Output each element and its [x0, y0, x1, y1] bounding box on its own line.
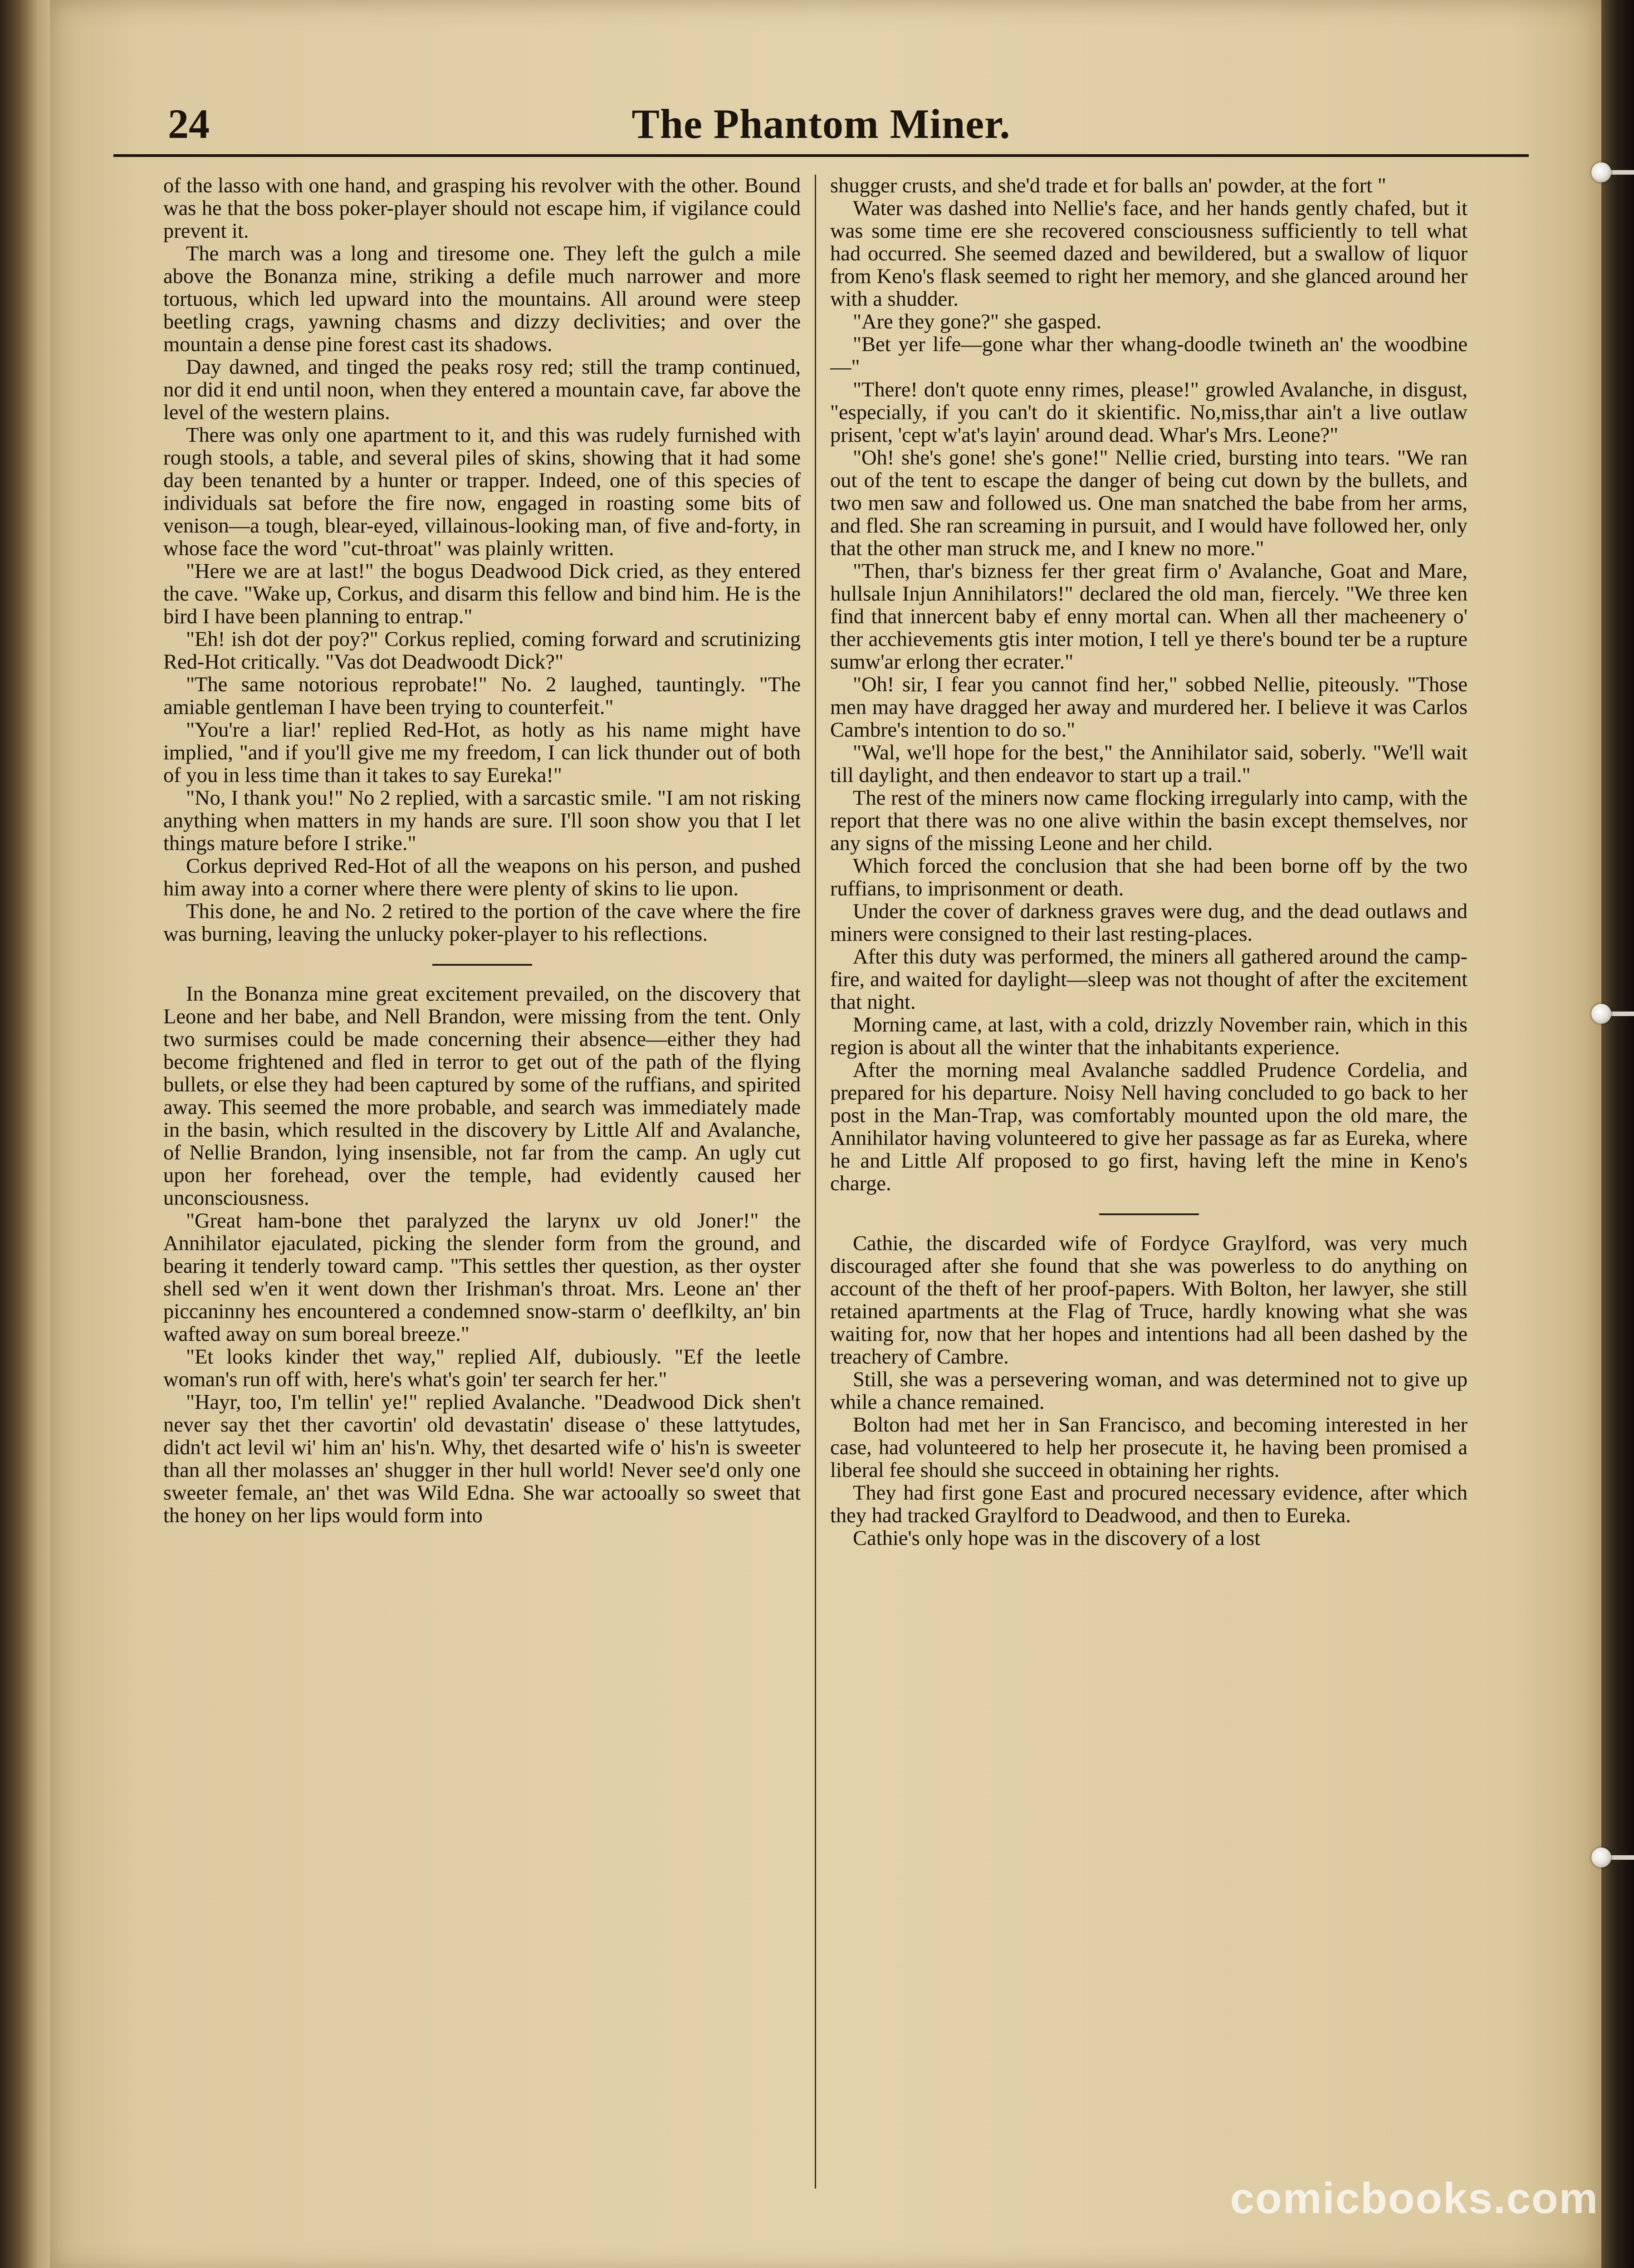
paragraph: "Hayr, too, I'm tellin' ye!" replied Avalanche. "Deadwood Dick shen't never say thet ther cavortin' old devastatin' disease o' these lattytudes, didn't act levil wi' him an' his'n. Why, thet desarted wife o' his'n is sweeter than all ther molasses an' shugger in ther hull world! Never see'd only one sweeter female, an' thet was Wild Edna. She war actooally so sweet that the honey on her lips would form into [163, 1391, 801, 1527]
paragraph: The march was a long and tiresome one. They left the gulch a mile above the Bonanza mine, striking a defile much narrower and more tortuous, which led upward into the mountains. All around were steep beetling crags, yawning chasms and dizzy declivities; and over the mountain a dense pine forest cast its shadows. [163, 242, 801, 356]
paragraph: After the morning meal Avalanche saddled Prudence Cordelia, and prepared for his departure. Noisy Nell having concluded to go back to her post in the Man-Trap, was comfortably mounted upon the old mare, the Annihilator having volunteered to give her passage as far as Eureka, where he and Little Alf proposed to go first, having left the mine in Keno's charge. [830, 1059, 1468, 1195]
paragraph: "Great ham-bone thet paralyzed the larynx uv old Joner!" the Annihilator ejaculated, picking the slender form from the ground, and bearing it tenderly toward camp. "This settles ther question, as ther oyster shell sed w'en it went down ther Irishman's throat. Mrs. Leone an' ther piccaninny hes encountered a condemned snow-starm o' deeflkilty, an' bin wafted away on sum boreal breeze." [163, 1209, 801, 1346]
right-text-column [830, 175, 1468, 2220]
paragraph: In the Bonanza mine great excitement prevailed, on the discovery that Leone and her babe, and Nell Brandon, were missing from the tent. Only two surmises could be made concerning their absence—either they had become frightened and fled in terror to get out of the path of the flying bullets, or else they had been captured by some of the ruffians, and spirited away. This seemed the more probable, and search was immediately made in the basin, which resulted in the discovery by Little Alf and Avalanche, of Nellie Brandon, lying insensible, not far from the camp. An ugly cut upon her forehead, over the temple, had evidently caused her unconsciousness. [163, 982, 801, 1210]
paragraph: They had first gone East and procured necessary evidence, after which they had tracked Graylford to Deadwood, and then to Eureka. [830, 1481, 1468, 1527]
paragraph: "Wal, we'll hope for the best," the Annihilator said, soberly. "We'll wait till daylight, and then endeavor to start up a trail." [830, 741, 1468, 787]
paragraph: "No, I thank you!" No 2 replied, with a sarcastic smile. "I am not risking anything when matters in my hands are sure. I'll soon show you that I let things mature before I strike." [163, 787, 801, 855]
page-number: 24 [168, 101, 210, 147]
section-separator [432, 964, 532, 966]
paragraph: Cathie's only hope was in the discovery of a lost [853, 1527, 1261, 1550]
paragraph: Morning came, at last, with a cold, drizzly November rain, which in this region is about all the winter that the inhabitants experience. [830, 1013, 1468, 1059]
page-shadow-edge [1601, 0, 1634, 2268]
binding-rivet [1591, 162, 1611, 182]
paragraph: "Oh! sir, I fear you cannot find her," sobbed Nellie, piteously. "Those men may have dragged her away and murdered her. I believe it was Carlos Cambre's intention to do so." [830, 673, 1468, 742]
paragraph: "Bet yer life—gone whar ther whang-doodle twineth an' the woodbine—" [830, 333, 1468, 379]
paragraph: "Are they gone?" she gasped. [853, 310, 1101, 333]
paragraph: Under the cover of darkness graves were dug, and the dead outlaws and miners were consigned to their last resting-places. [830, 900, 1468, 946]
paragraph: "Et looks kinder thet way," replied Alf, dubiously. "Ef the leetle woman's run off with, here's what's goin' ter search fer her." [163, 1345, 801, 1391]
paragraph: Which forced the conclusion that she had been borne off by the two ruffians, to imprisonment or death. [830, 855, 1468, 900]
page-header [113, 100, 1529, 159]
paragraph: "The same notorious reprobate!" No. 2 laughed, tauntingly. "The amiable gentleman I have been trying to counterfeit." [163, 673, 801, 719]
paragraph: "Eh! ish dot der poy?" Corkus replied, coming forward and scrutinizing Red-Hot critically. "Vas dot Deadwoodt Dick?" [163, 628, 801, 674]
paragraph: The rest of the miners now came flocking irregularly into camp, with the report that there was no one alive within the basin except themselves, nor any signs of the missing Leone and her child. [830, 787, 1468, 855]
paragraph: Bolton had met her in San Francisco, and becoming interested in her case, had volunteered to help her prosecute it, he having been promised a liberal fee should she succeed in obtaining her rights. [830, 1413, 1468, 1482]
running-title: The Phantom Miner. [631, 101, 1011, 147]
paragraph: shugger crusts, and she'd trade et for balls an' powder, at the fort " [830, 175, 1386, 197]
paragraph: This done, he and No. 2 retired to the portion of the cave where the fire was burning, leaving the unlucky poker-player to his reflections. [163, 900, 801, 946]
paragraph: Corkus deprived Red-Hot of all the weapons on his person, and pushed him away into a corner where there were plenty of skins to lie upon. [163, 855, 801, 900]
paragraph: "Then, thar's bizness fer ther great firm o' Avalanche, Goat and Mare, hullsale Injun Annihilators!" declared the old man, fiercely. "We three ken find that innercent baby ef enny mortal can. When all ther macheenery o' ther acchievements gtis inter motion, I tell ye there's bound ter be a rupture sumw'ar erlong ther ecrater." [830, 560, 1468, 674]
column-divider [815, 175, 816, 2189]
paragraph: Cathie, the discarded wife of Fordyce Graylford, was very much discouraged after she found that she was powerless to do anything on account of the theft of her proof-papers. With Bolton, her lawyer, she still retained apartments at the Flag of Truce, hardly knowing what she was waiting for, now that her hopes and intentions had all been dashed by the treachery of Cambre. [830, 1232, 1468, 1369]
left-text-column [163, 175, 801, 2220]
paragraph: "Oh! she's gone! she's gone!" Nellie cried, bursting into tears. "We ran out of the tent to escape the danger of being cut down by the bullets, and two men saw and followed us. One man snatched the babe from her arms, and fled. She ran screaming in pursuit, and I would have followed her, only that the other man struck me, and I knew no more." [830, 446, 1468, 560]
paragraph: "There! don't quote enny rimes, please!" growled Avalanche, in disgust, "especially, if you can't do it skientific. No,miss,thar ain't a live outlaw prisent, 'cept w'at's layin' around dead. Whar's Mrs. Leone?" [830, 378, 1468, 447]
paragraph: There was only one apartment to it, and this was rudely furnished with rough stools, a table, and several piles of skins, showing that it had some day been tenanted by a hunter or trapper. Indeed, one of this species of individuals sat before the fire now, engaged in roasting some bits of venison—a tough, blear-eyed, villainous-looking man, of five and-forty, in whose face the word "cut-throat" was plainly written. [163, 424, 801, 560]
paragraph: "Here we are at last!" the bogus Deadwood Dick cried, as they entered the cave. "Wake up, Corkus, and disarm this fellow and bind him. He is the bird I have been planning to entrap." [163, 560, 801, 628]
paragraph: After this duty was performed, the miners all gathered around the camp-fire, and waited for daylight—sleep was not thought of after the excitement that night. [830, 945, 1468, 1014]
paragraph: of the lasso with one hand, and grasping his revolver with the other. Bound was he that the boss poker-player should not escape him, if vigilance could prevent it. [163, 175, 801, 243]
book-binding-edge [0, 0, 50, 2268]
binding-rivet [1591, 1848, 1611, 1867]
paragraph: "You're a liar!' replied Red-Hot, as hotly as his name might have implied, "and if you'll give me my freedom, I can lick thunder out of both of you in less time than it takes to say Eureka!" [163, 719, 801, 787]
section-separator [1099, 1213, 1199, 1215]
watermark: comicbooks.com [1230, 2174, 1599, 2223]
paragraph: Water was dashed into Nellie's face, and her hands gently chafed, but it was some time ere she recovered consciousness sufficiently to tell what had occurred. She seemed dazed and bewildered, but a swallow of liquor from Keno's flask seemed to right her memory, and she glanced around her with a shudder. [830, 197, 1468, 311]
binding-rivet [1591, 1004, 1611, 1024]
header-rule [113, 154, 1529, 157]
paragraph: Day dawned, and tinged the peaks rosy red; still the tramp continued, nor did it end until noon, when they entered a mountain cave, far above the level of the western plains. [163, 356, 801, 424]
paragraph: Still, she was a persevering woman, and was determined not to give up while a chance remained. [830, 1368, 1468, 1414]
